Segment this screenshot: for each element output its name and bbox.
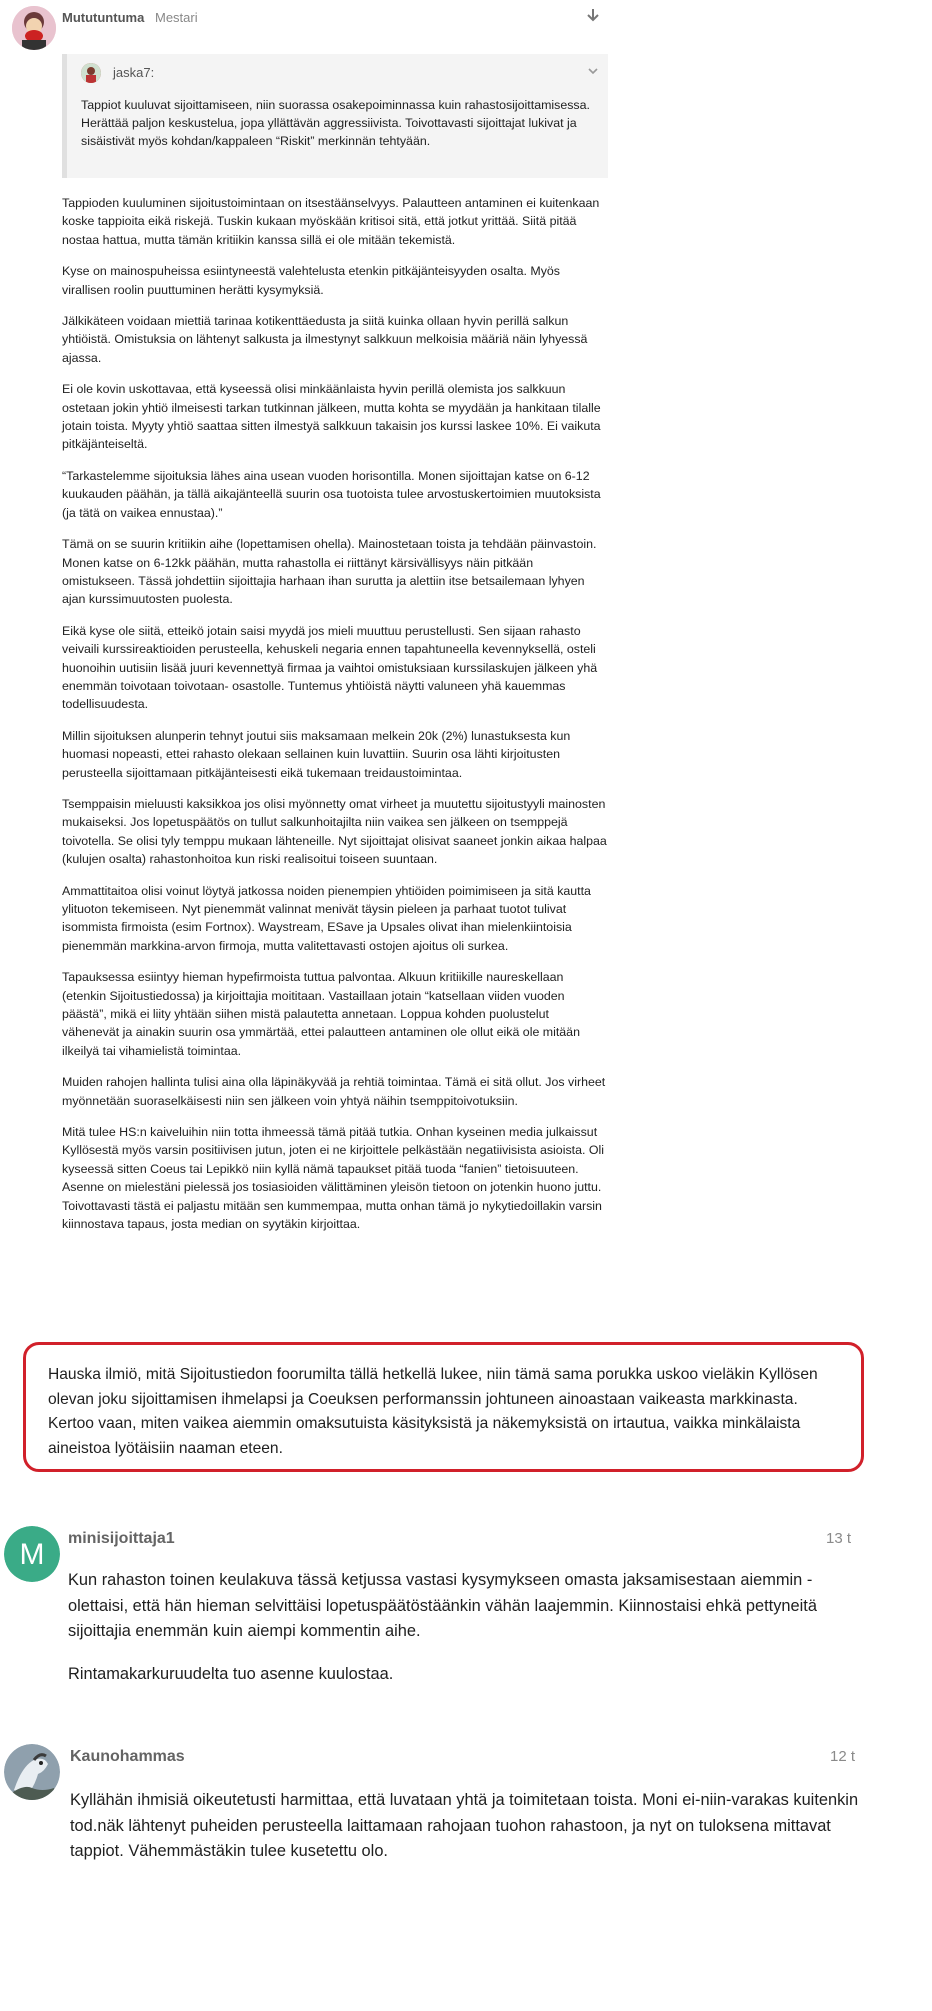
post-paragraph: Kyllähän ihmisiä oikeutetusti harmittaa, että luvataan yhtä ja toimitetaan toista. Moni ei-niin-varakas kuitenkin tod.näk lähtenyt puheiden perusteella laittamaan rahojaan tuohon rahastoon, ja nyt on tuloksena mittavat tappiot. Vähemmästäkin tulee kusetettu olo.	[70, 1791, 859, 1860]
post-paragraph: Tappioden kuuluminen sijoitustoimintaan on itsestäänselvyys. Palautteen antaminen ei kuitenkaan koske tappioita eikä riskejä. Tuskin kukaan myöskään kritisoi sitä, että jotkut yrittää. Siitä pitää nostaa hattua, mutta tämän kritiikin kanssa sillä ei ole mitään tekemistä.	[62, 196, 600, 247]
username[interactable]: Kaunohammas	[70, 1748, 185, 1765]
username[interactable]: minisijoittaja1	[68, 1530, 175, 1547]
timestamp[interactable]: 13 t	[826, 1530, 852, 1547]
quote-block	[62, 54, 608, 178]
post-body	[70, 1788, 860, 1882]
highlighted-text: Hauska ilmiö, mitä Sijoitustiedon foorumilta tällä hetkellä lukee, niin tämä sama porukka uskoo vieläkin Kyllösen olevan joku sijoittamisen ihmelapsi ja Coeuksen performanssin johtuneen ainoastaan vaikeasta markkinasta. Kertoo vaan, miten vaikea aiemmin omaksutuista käsityksistä ja näkemyksistä on irtautua, vaikka minkälaista aineistoa lyötäisiin naaman eteen.	[48, 1366, 818, 1457]
quote-text: Tappiot kuuluvat sijoittamiseen, niin suorassa osakepoiminnassa kuin rahastosijoittamisessa. Herättää paljon keskustelua, jopa yllättävän aggressiivista. Toivottavasti sijoittajat lukivat ja sisäistivät myös kohdan/kappaleen “Riskit” merkinnän tehtyään.	[81, 98, 590, 148]
quote-avatar[interactable]	[81, 63, 101, 83]
post-paragraph: Tämä on se suurin kritiikin aihe (lopettamisen ohella). Mainostetaan toista ja tehdään päinvastoin. Monen katse on 6-12kk päähän, mutta rahastolla ei riittänyt kärsivällisyys näin pitkään omistukseen. Tässä johdettiin sijoittajia harhaan ihan surutta ja alettiin itse betsailemaan lyhyen ajan kurssimuutosten puolesta.	[62, 537, 597, 607]
username[interactable]: Mututuntuma	[62, 10, 145, 25]
post-paragraph: Rintamakarkuruudelta tuo asenne kuulostaa.	[68, 1664, 394, 1683]
quote-username[interactable]: jaska7:	[113, 65, 155, 80]
avatar-letter: M	[19, 1538, 45, 1571]
arrow-down-icon[interactable]	[584, 6, 602, 24]
post-paragraph: Eikä kyse ole siitä, etteikö jotain saisi myydä jos mieli muuttuu perustellusti. Sen sijaan rahasto veivaili kurssireaktioiden perusteella, kehuskeli negaria ennen tapahtuneella kevennyksellä, osteli huonoihin uutisiin lisää juuri kevennettyä firmaa ja vaihtoi omistuksiaan kurssilaskujen jälkeen yhä enemmän toivotaan toivotaan- osastolle. Tuntemus yhtiöistä näytti valuneen yhä kauemmas todellisuudesta.	[62, 623, 598, 712]
post-paragraph: Ammattitaitoa olisi voinut löytyä jatkossa noiden pienempien yhtiöiden poimimiseen ja sitä kautta ylituoton tekemiseen. Nyt pienemmät valinnat menivät täysin pieleen ja parhaat tuotot tulivat isommista firmoista (esim Fortnox). Waystream, ESave ja Upsales olivat ihan mielenkiintoisia pienemmän markkina-arvon firmoja, mutta valitettavasti ostojen ajoitus oli surkea.	[62, 883, 591, 953]
post-paragraph: Muiden rahojen hallinta tulisi aina olla läpinäkyvää ja rehtiä toimintaa. Tämä ei sitä ollut. Jos virheet myönnetään suoraselkäisesti niin sen jälkeen voin yhtyä näihin tsemppitoivotuksiin.	[62, 1075, 606, 1108]
post-paragraph: Millin sijoituksen alunperin tehnyt joutui siis maksamaan melkein 20k (2%) lunastuksesta kun huomasi nopeasti, ettei rahasto olekaan sellainen kuin luvattiin. Suurin osa lähti kirjoitusten perusteella sijoittamaan pitkäjänteisesti eikä tukemaan treidaustoimintaa.	[62, 728, 571, 780]
post-body	[68, 1568, 858, 1704]
avatar[interactable]	[12, 6, 56, 50]
post-paragraph: Jälkikäteen voidaan miettiä tarinaa kotikenttäedusta ja siitä kuinka ollaan hyvin perillä salkun yhtiöistä. Omistuksia on lähtenyt salkusta ja ilmestynyt salkkuun melkoisia määriä näin lyhyessä ajassa.	[62, 314, 588, 365]
post-paragraph: Tsemppaisin mieluusti kaksikkoa jos olisi myönnetty omat virheet ja muutettu sijoitustyyli mainosten mukaiseksi. Jos lopetuspäätös on tullut salkunhoitajilta niin vaikea sen jälkeen on tsemppejä toivotella. Se olisi tyly temppu mukaan lähteneille. Nyt sijoittajat olisivat saaneet jonkin aikaa halpaa (kulujen osalta) rahastonhoitoa kun riski realisoitui toiseen suuntaan.	[62, 796, 607, 867]
post-body	[62, 194, 608, 1247]
post-paragraph: Mitä tulee HS:n kaiveluihin niin totta ihmeessä tämä pitää tutkia. Onhan kyseinen media julkaissut Kyllösestä myös varsin positiivisen jutun, joten ei ne kirjoittele pelkästään negatiivisista asioista. Oli kyseessä sitten Coeus tai Lepikkö niin kyllä nämä tapaukset pitää tuoda “fanien” tietoisuuteen. Asenne on mielestäni pielessä jos tosiasioiden välittäminen yleisön tietoon on jotenkin huono juttu. Toivottavasti tästä ei paljastu mitään sen kummempaa, mutta onhan tämä jo nykytiedoillakin varsin kiinnostava tapaus, josta median on syytäkin kirjoittaa.	[62, 1125, 605, 1232]
post-paragraph: Ei ole kovin uskottavaa, että kyseessä olisi minkäänlaista hyvin perillä olemista jos salkkuun ostetaan jokin yhtiö ilmeisesti tarkan tutkinnan jälkeen, mutta kohta se myydään ja hankitaan tilalle jotain toista. Myyty yhtiö saattaa sitten ilmestyä salkkuun takaisin jos kurssi laskee 10%. Ei vaikuta pitkäjänteiseltä.	[62, 382, 601, 452]
timestamp[interactable]: 12 t	[830, 1748, 856, 1765]
chevron-down-icon[interactable]	[586, 64, 600, 78]
user-title: Mestari	[155, 10, 198, 25]
post-paragraph: Kun rahaston toinen keulakuva tässä ketjussa vastasi kysymykseen omasta jaksamisestaan aiemmin - olettaisi, että hän hieman selvittäisi lopetuspäätöstäänkin vähän laajemmin. Kiinnostaisi ehkä pettyneitä sijoittajia enemmän kuin aiempi kommentin aihe.	[68, 1571, 817, 1640]
post-paragraph: “Tarkastelemme sijoituksia lähes aina usean vuoden horisontilla. Monen sijoittajan katse on 6-12 kuukauden päähän, ja tällä aikajänteellä suurin osa tuotoista tulee arvostuskertoimien muutoksista (ja tätä on vaikea ennustaa).”	[62, 468, 601, 520]
post-paragraph: Tapauksessa esiintyy hieman hypefirmoista tuttua palvontaa. Alkuun kritiikille naureskellaan (etenkin Sijoitustiedossa) ja kirjoittajia moititaan. Vastaillaan jotain “katsellaan viiden vuoden päästä”, mikä ei liity yhtään siihen mistä palautetta annetaan. Loppua kohden puolustelut vähenevät ja ainakin suurin osa ymmärtää, ettei palautteen antaminen ole ollut eikä ole mitään ilkeilyä tai vihamielistä toimintaa.	[62, 970, 580, 1058]
avatar[interactable]	[4, 1526, 60, 1582]
avatar[interactable]	[4, 1744, 60, 1800]
highlighted-comment	[23, 1342, 864, 1472]
post-paragraph: Kyse on mainospuheissa esiintyneestä valehtelusta etenkin pitkäjänteisyyden osalta. Myös virallisen roolin puuttuminen herätti kysymyksiä.	[62, 264, 560, 297]
